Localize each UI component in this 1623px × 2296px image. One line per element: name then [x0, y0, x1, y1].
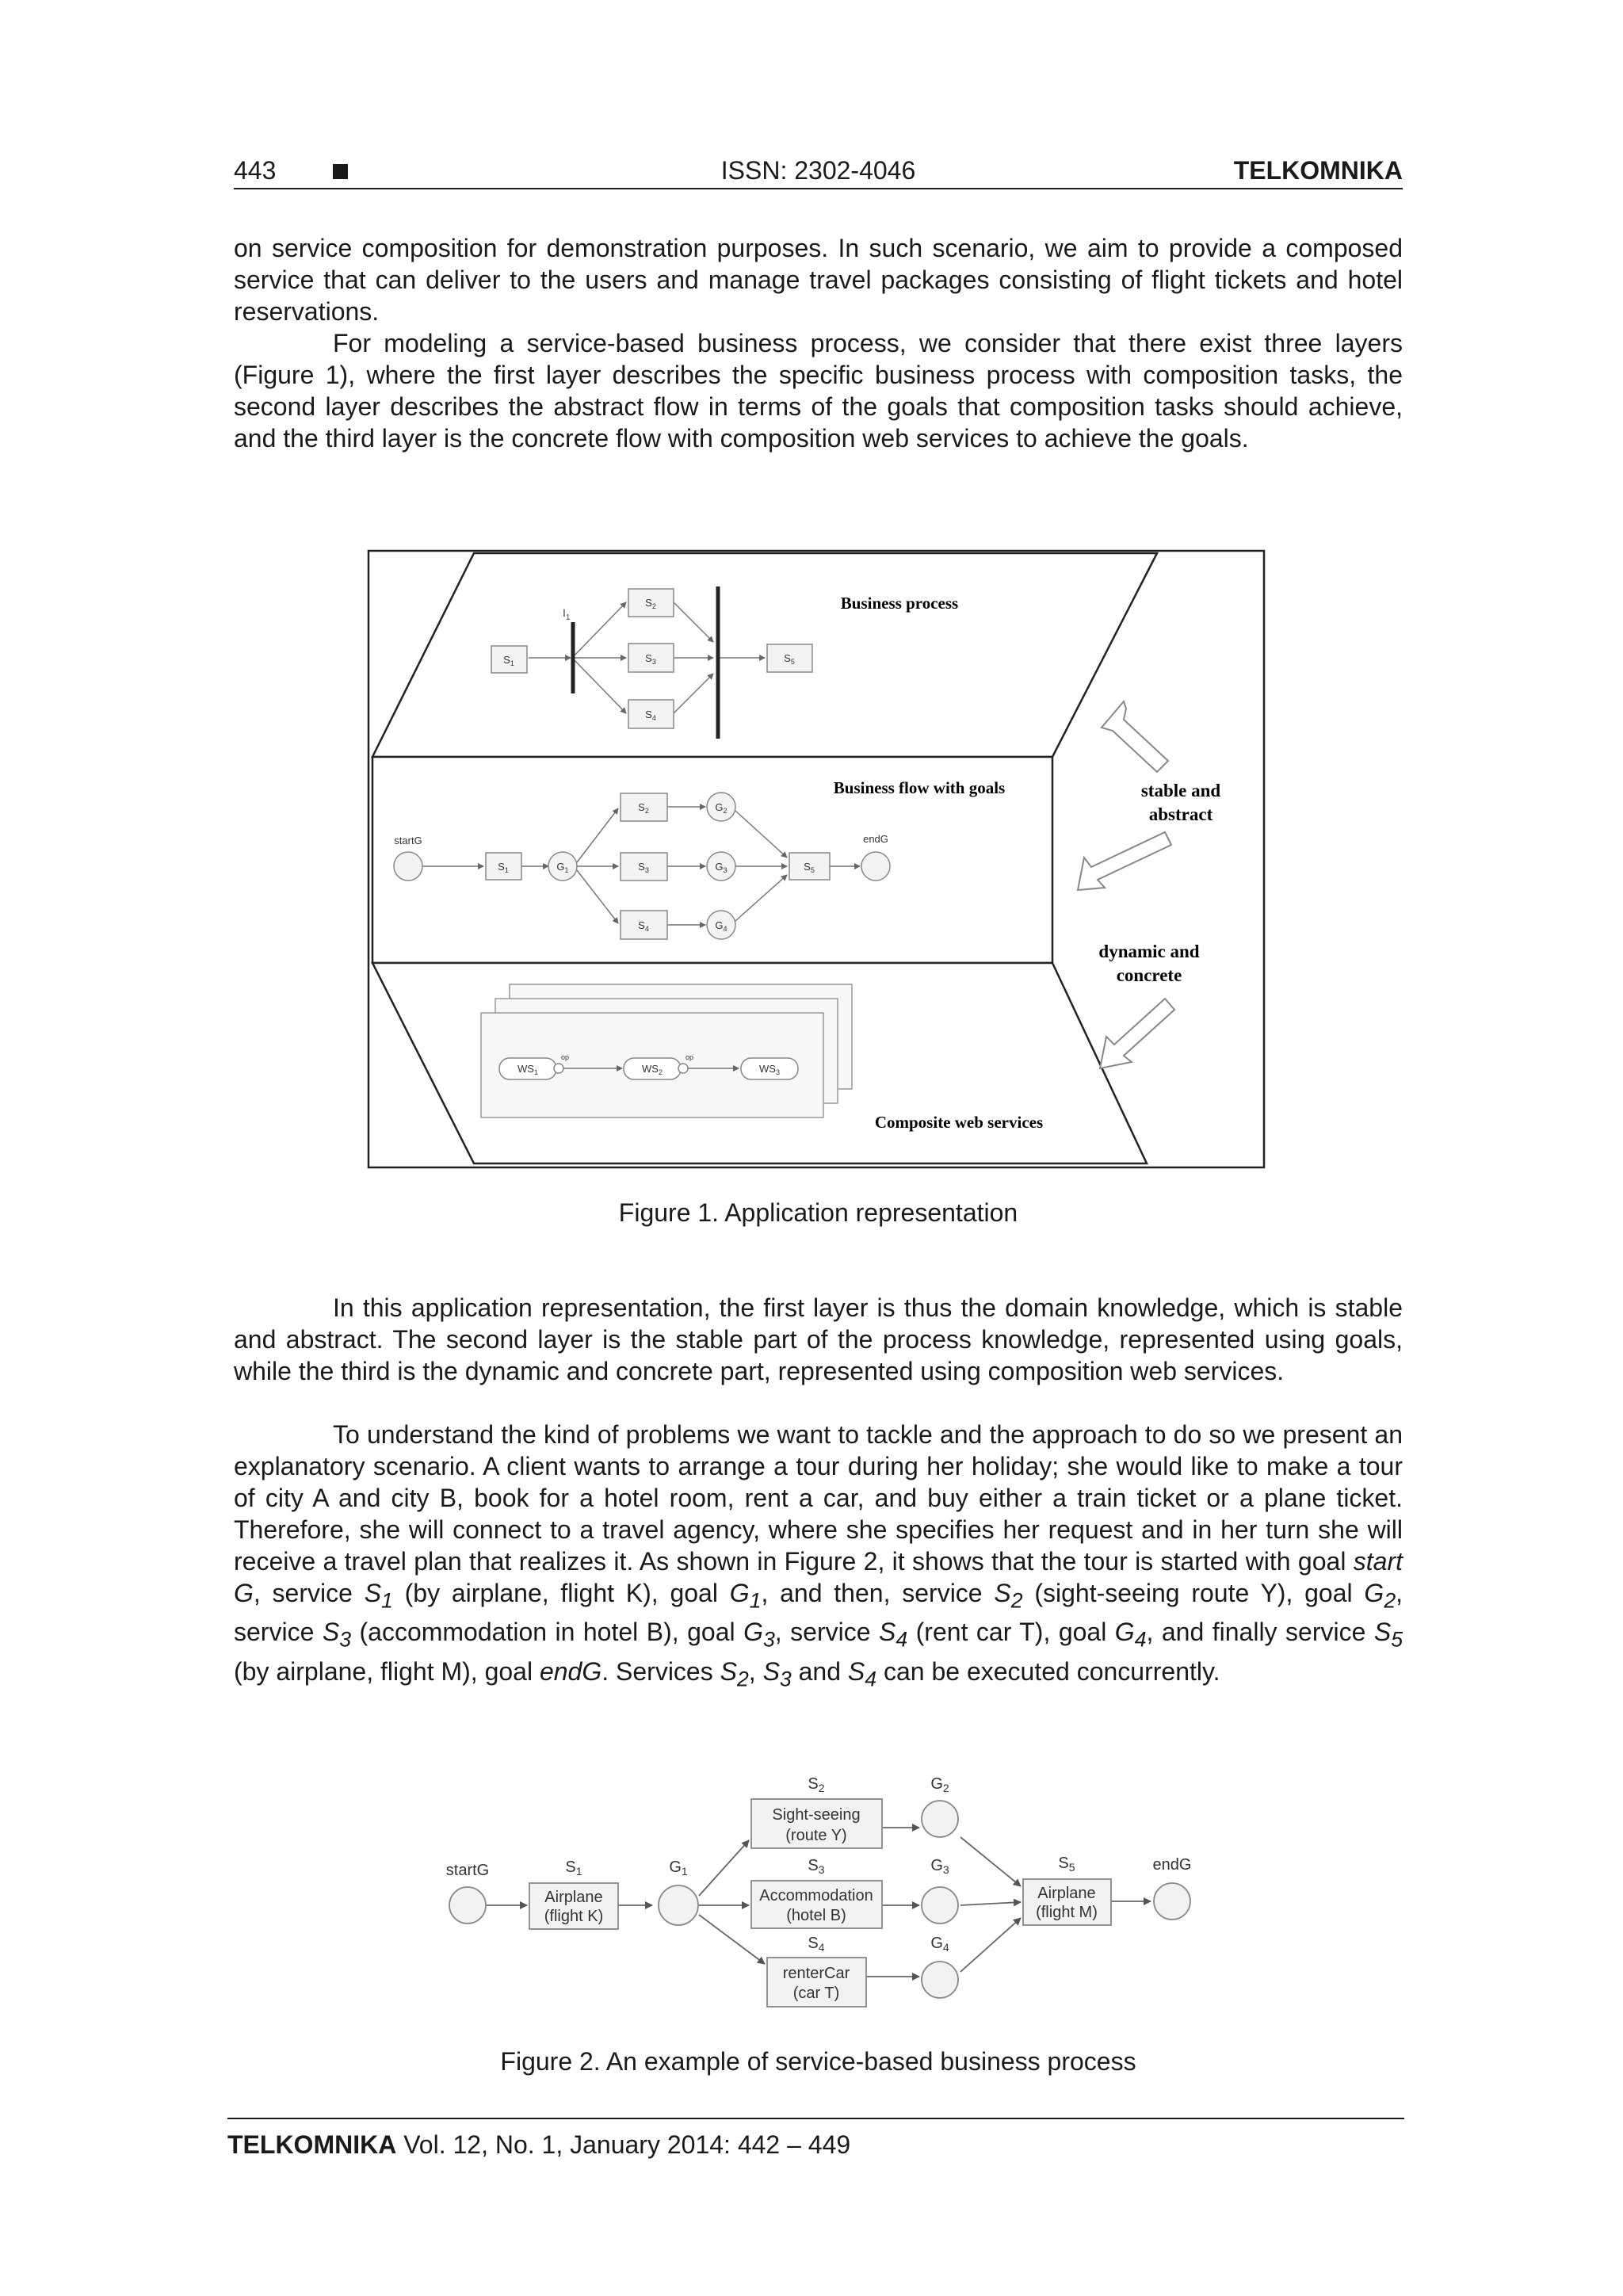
fig2-g1-circle: [659, 1885, 698, 1925]
paragraph-4: To understand the kind of problems we want to tackle and the approach to do so we present an explanatory scenario. A client wants to arrange a tour during her holiday; she would like to make a tour of city A and city B, book for a hotel room, rent a car, and buy either a train ticket or a plane ticket. Therefore, she will connect to a travel agency, where she specifies her request and in her turn she will receive a travel plan that realizes it. As shown in Figure 2, it shows that the tour is started with goal start G, service $S_1$ (by airplane, flight K), goal $G_1$, and then, service $S_2$ (sight-seeing route Y), goal $G_2$, service $S_3$ (accommodation in hotel B), goal $G_3$, service $S_4$ (rent car T), goal $G_4$, and finally service $S_5$ (by airplane, flight M), goal endG. Services $S_2$, $S_3$ and $S_4$ can be executed concurrently.: [234, 1420, 1403, 1691]
fig2-start-circle: [449, 1887, 486, 1924]
figure-2-caption: Figure 2. An example of service-based business process: [500, 2047, 1136, 2076]
svg-text:renterCar: renterCar: [782, 1965, 850, 1982]
svg-text:S4: $S_4$: [808, 1935, 825, 1954]
fig2-startG-label: startG: [445, 1862, 490, 1879]
svg-text:Airplane: Airplane: [544, 1889, 603, 1906]
svg-text:S2: $S_2$: [638, 801, 649, 815]
svg-text:(route Y): (route Y): [785, 1827, 847, 1844]
fig2-g4-circle: [922, 1962, 958, 1998]
svg-text:S4: $S_4$: [638, 919, 649, 933]
running-footer: [227, 2118, 1404, 2160]
svg-text:I1: $I_1$: [563, 606, 571, 622]
svg-text:G2: $G_2$: [715, 801, 727, 815]
figure-1-caption: Figure 1. Application representation: [618, 1198, 1018, 1227]
l2-endG-label: endG: [863, 833, 888, 845]
layer3-title: Composite web services: [874, 1113, 1044, 1132]
figure-1: [365, 547, 1276, 1173]
footer-journal: TELKOMNIKA: [227, 2130, 397, 2159]
svg-text:S5: $S_5$: [1058, 1855, 1075, 1874]
dynamic-label-line2: concrete: [1116, 965, 1182, 985]
svg-text:(flight M): (flight M): [1036, 1904, 1098, 1921]
svg-text:G1: $G_1$: [556, 861, 569, 874]
svg-text:Accommodation: Accommodation: [759, 1887, 873, 1904]
svg-text:Sight-seeing: Sight-seeing: [772, 1806, 861, 1824]
dynamic-label-line1: dynamic and: [1098, 942, 1200, 961]
layer3-diagram: [481, 984, 852, 1117]
fig2-g2-circle: [922, 1801, 958, 1837]
journal-name: TELKOMNIKA: [1233, 156, 1403, 185]
paragraph-3: In this application representation, the first layer is thus the domain knowledge, which is stable and abstract. The second layer is the stable part of the process knowledge, represented using goals, while the third is the dynamic and concrete part, represented using composition web services.: [234, 1293, 1403, 1385]
figure-2: [428, 1766, 1205, 2027]
fig2-end-circle: [1154, 1883, 1190, 1920]
l2-start-circle: [394, 852, 422, 881]
paragraph-2: For modeling a service-based business process, we consider that there exist three layers (Figure 1), where the first layer describes the specific business process with composition tasks, the second layer describes the abstract flow in terms of the goals that composition tasks should achieve, and the third layer is the concrete flow with composition web services to achieve the goals.: [234, 329, 1403, 453]
svg-text:S2: $S_2$: [808, 1775, 825, 1794]
l3-op2: [678, 1064, 688, 1073]
fig2-endG-label: endG: [1152, 1856, 1192, 1874]
svg-text:S4: $S_4$: [645, 709, 656, 722]
svg-text:(hotel B): (hotel B): [786, 1907, 846, 1924]
stable-label-line1: stable and: [1140, 781, 1221, 800]
svg-text:WS2: $WS_2$: [642, 1063, 663, 1076]
svg-text:S2: $S_2$: [645, 597, 656, 610]
svg-text:S3: $S_3$: [645, 652, 656, 666]
layer2-title: Business flow with goals: [833, 778, 1006, 797]
l2-startG-label: startG: [394, 835, 422, 846]
svg-text:Airplane: Airplane: [1037, 1885, 1096, 1902]
svg-text:S5: $S_5$: [784, 652, 795, 666]
svg-text:G4: $G_4$: [930, 1935, 949, 1954]
layer1-title: Business process: [840, 594, 959, 613]
svg-text:op: op: [685, 1053, 694, 1061]
running-header: [234, 156, 1403, 189]
l2-end-circle: [861, 852, 890, 881]
svg-text:G1: $G_1$: [669, 1859, 688, 1878]
svg-text:S3: $S_3$: [638, 861, 649, 874]
svg-text:G3: $G_3$: [930, 1857, 949, 1876]
svg-text:WS3: $WS_3$: [759, 1063, 780, 1076]
svg-text:S1: $S_1$: [498, 861, 509, 874]
svg-text:G3: $G_3$: [715, 861, 727, 874]
svg-text:op: op: [560, 1053, 570, 1061]
page-number: 443: [234, 156, 277, 185]
stable-label-line2: abstract: [1148, 804, 1213, 824]
svg-text:S5: $S_5$: [804, 861, 815, 874]
footer-citation: Vol. 12, No. 1, January 2014: 442 – 449: [396, 2130, 851, 2159]
svg-text:G4: $G_4$: [715, 919, 727, 933]
svg-text:WS1: $WS_1$: [517, 1063, 538, 1076]
svg-text:G2: $G_2$: [930, 1775, 949, 1794]
svg-text:(flight K): (flight K): [544, 1908, 604, 1925]
layer-business-process: [372, 553, 1157, 757]
svg-text:S3: $S_3$: [808, 1857, 825, 1876]
paragraph-1: on service composition for demonstration purposes. In such scenario, we aim to provide a composed service that can deliver to the users and manage travel packages consisting of flight tickets and hotel reservations.: [234, 234, 1403, 326]
svg-text:S1: $S_1$: [565, 1859, 582, 1878]
l3-op1: [554, 1064, 563, 1073]
svg-text:S1: $S_1$: [503, 654, 514, 667]
issn: ISSN: 2302-4046: [720, 156, 916, 185]
fig2-g3-circle: [922, 1887, 958, 1924]
svg-text:(car T): (car T): [792, 1985, 840, 2002]
